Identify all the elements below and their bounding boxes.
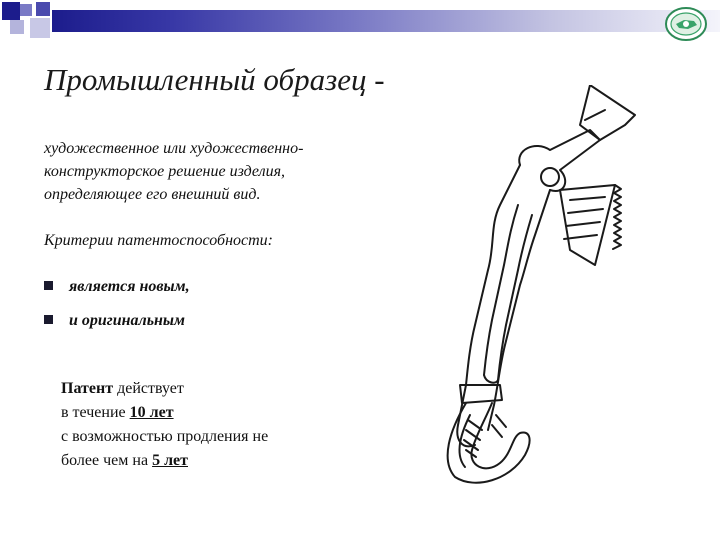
decor-square-3 xyxy=(10,20,24,34)
criteria-item-label: и оригинальным xyxy=(69,312,185,329)
wrench-illustration xyxy=(400,85,660,485)
header-gradient-bar xyxy=(52,10,720,32)
patent-line-text: действует xyxy=(113,380,184,397)
definition-line: художественное или художественно- xyxy=(44,140,304,157)
decor-square-4 xyxy=(30,18,50,38)
patent-line-text: более чем на xyxy=(61,452,153,469)
square-bullet-icon xyxy=(44,315,53,324)
definition-text xyxy=(44,137,404,206)
criteria-item-originality xyxy=(44,312,185,330)
criteria-item-novelty xyxy=(44,278,190,296)
definition-line: определяющее его внешний вид. xyxy=(44,186,261,203)
patent-word: Патент xyxy=(61,380,114,397)
decor-square-2 xyxy=(20,4,32,16)
decor-square-1 xyxy=(2,2,20,20)
patent-term-note xyxy=(61,377,268,473)
definition-line: конструкторское решение изделия, xyxy=(44,163,286,180)
header-decoration xyxy=(0,0,720,45)
patent-line-text: в течение xyxy=(61,404,130,421)
patent-extension-years: 5 лет xyxy=(152,452,188,469)
page-title: Промышленный образец - xyxy=(44,62,385,97)
criteria-item-label: является новым, xyxy=(69,278,190,295)
patent-line-text: с возможностью продления не xyxy=(61,428,269,445)
square-bullet-icon xyxy=(44,281,53,290)
patent-term-years: 10 лет xyxy=(129,404,174,421)
green-circle-emblem-icon xyxy=(664,6,708,42)
criteria-heading: Критерии патентоспособности: xyxy=(44,232,273,249)
decor-square-5 xyxy=(36,2,50,16)
